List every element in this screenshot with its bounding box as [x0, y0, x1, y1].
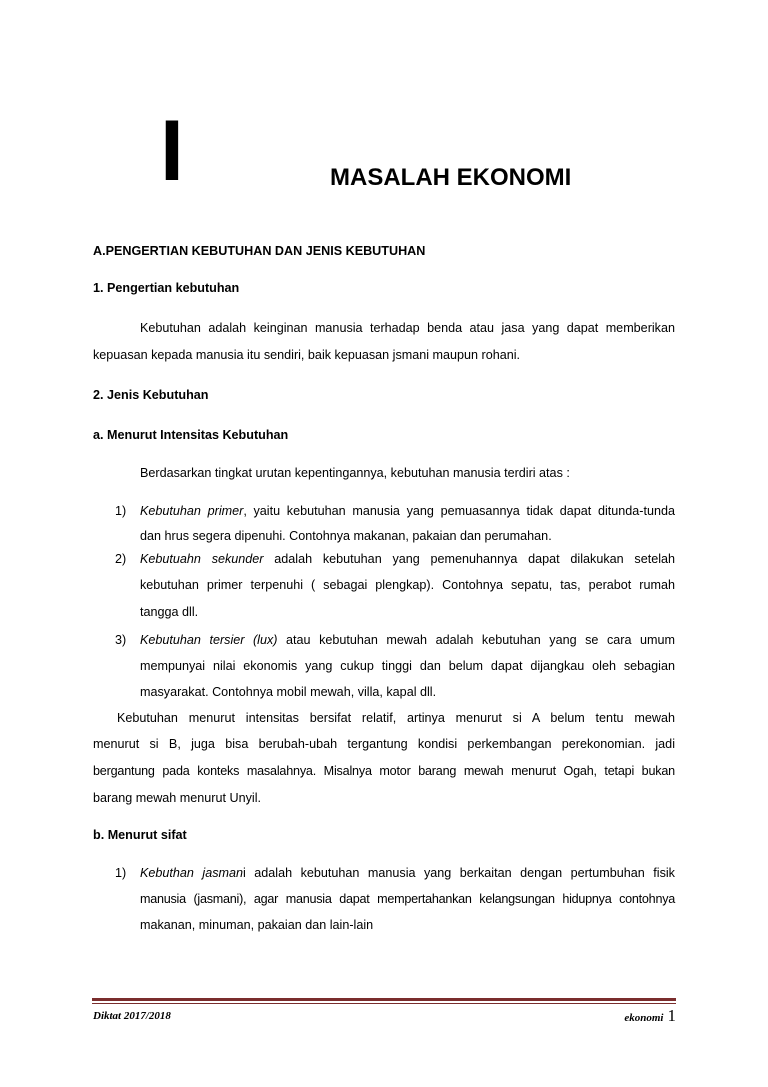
list-item-line: kebutuhan primer terpenuhi ( sebagai plengkap). Contohnya sepatu, tas, perabot rumah [140, 578, 675, 592]
footer-rule [92, 998, 676, 1001]
list-item-line: makanan, minuman, pakaian dan lain-lain [140, 918, 374, 932]
sub-a-heading: a. Menurut Intensitas Kebutuhan [93, 428, 289, 442]
list-item-text: , yaitu kebutuhan manusia yang pemuasannya tidak dapat ditunda-tunda [243, 504, 675, 518]
relative-para-line3: bergantung pada konteks masalahnya. Misalnya motor barang mewah menurut Ogah, tetapi bukan [93, 764, 675, 778]
term-sekunder: Kebutuahn sekunder [140, 552, 264, 566]
footer-diktat: Diktat 2017/2018 [93, 1010, 171, 1022]
list-item-number: 1) [115, 866, 127, 880]
footer-rule-thin [92, 1003, 676, 1004]
chapter-number: I [160, 103, 184, 199]
list-item-line [140, 864, 675, 882]
list-item-line: tangga dll. [140, 605, 199, 619]
relative-para-line4: barang mewah menurut Unyil. [93, 791, 261, 805]
list-item-text: adalah kebutuhan yang pemenuhannya dapat dilakukan setelah [263, 552, 676, 566]
list-item-number: 3) [115, 633, 127, 647]
section-a-heading: A.PENGERTIAN KEBUTUHAN DAN JENIS KEBUTUHAN [93, 244, 426, 258]
relative-para-line1: Kebutuhan menurut intensitas bersifat relatif, artinya menurut si A belum tentu mewah [117, 711, 675, 725]
list-item-line: manusia (jasmani), agar manusia dapat mempertahankan kelangsungan hidupnya contohnya [140, 892, 675, 906]
sub-1-para-line2: kepuasan kepada manusia itu sendiri, baik kepuasan jsmani maupun rohani. [93, 348, 521, 362]
term-primer: Kebutuhan primer [140, 504, 244, 518]
sub-2-heading: 2. Jenis Kebutuhan [93, 388, 209, 402]
list-item-number: 2) [115, 552, 127, 566]
sub-1-heading: 1. Pengertian kebutuhan [93, 281, 240, 295]
sub-a-intro: Berdasarkan tingkat urutan kepentingannya, kebutuhan manusia terdiri atas : [140, 466, 570, 480]
list-item-line [140, 502, 675, 520]
list-item-number: 1) [115, 504, 127, 518]
footer-page-label [624, 1006, 676, 1026]
list-item-line: mempunyai nilai ekonomis yang cukup tinggi dan belum dapat dijangkau oleh sebagian [140, 659, 675, 673]
list-item-line [140, 631, 675, 649]
list-item-line: masyarakat. Contohnya mobil mewah, villa, kapal dll. [140, 685, 437, 699]
sub-b-heading: b. Menurut sifat [93, 828, 187, 842]
page-number: 1 [667, 1006, 676, 1025]
list-item-text: i adalah kebutuhan manusia yang berkaitan dengan pertumbuhan fisik [243, 866, 675, 880]
list-item-line: dan hrus segera dipenuhi. Contohnya makanan, pakaian dan perumahan. [140, 529, 552, 543]
sub-1-para-line1: Kebutuhan adalah keinginan manusia terhadap benda atau jasa yang dapat memberikan [140, 321, 675, 335]
list-item-line [140, 550, 675, 568]
term-tersier: Kebutuhan tersier (lux) [140, 633, 278, 647]
chapter-title: MASALAH EKONOMI [330, 164, 572, 191]
list-item-text: atau kebutuhan mewah adalah kebutuhan yang se cara umum [277, 633, 675, 647]
relative-para-line2: menurut si B, juga bisa berubah-ubah tergantung kondisi perkembangan perekonomian. jadi [93, 737, 675, 751]
term-jasmani: Kebuthan jasman [140, 866, 244, 880]
footer-subject: ekonomi [624, 1012, 664, 1024]
